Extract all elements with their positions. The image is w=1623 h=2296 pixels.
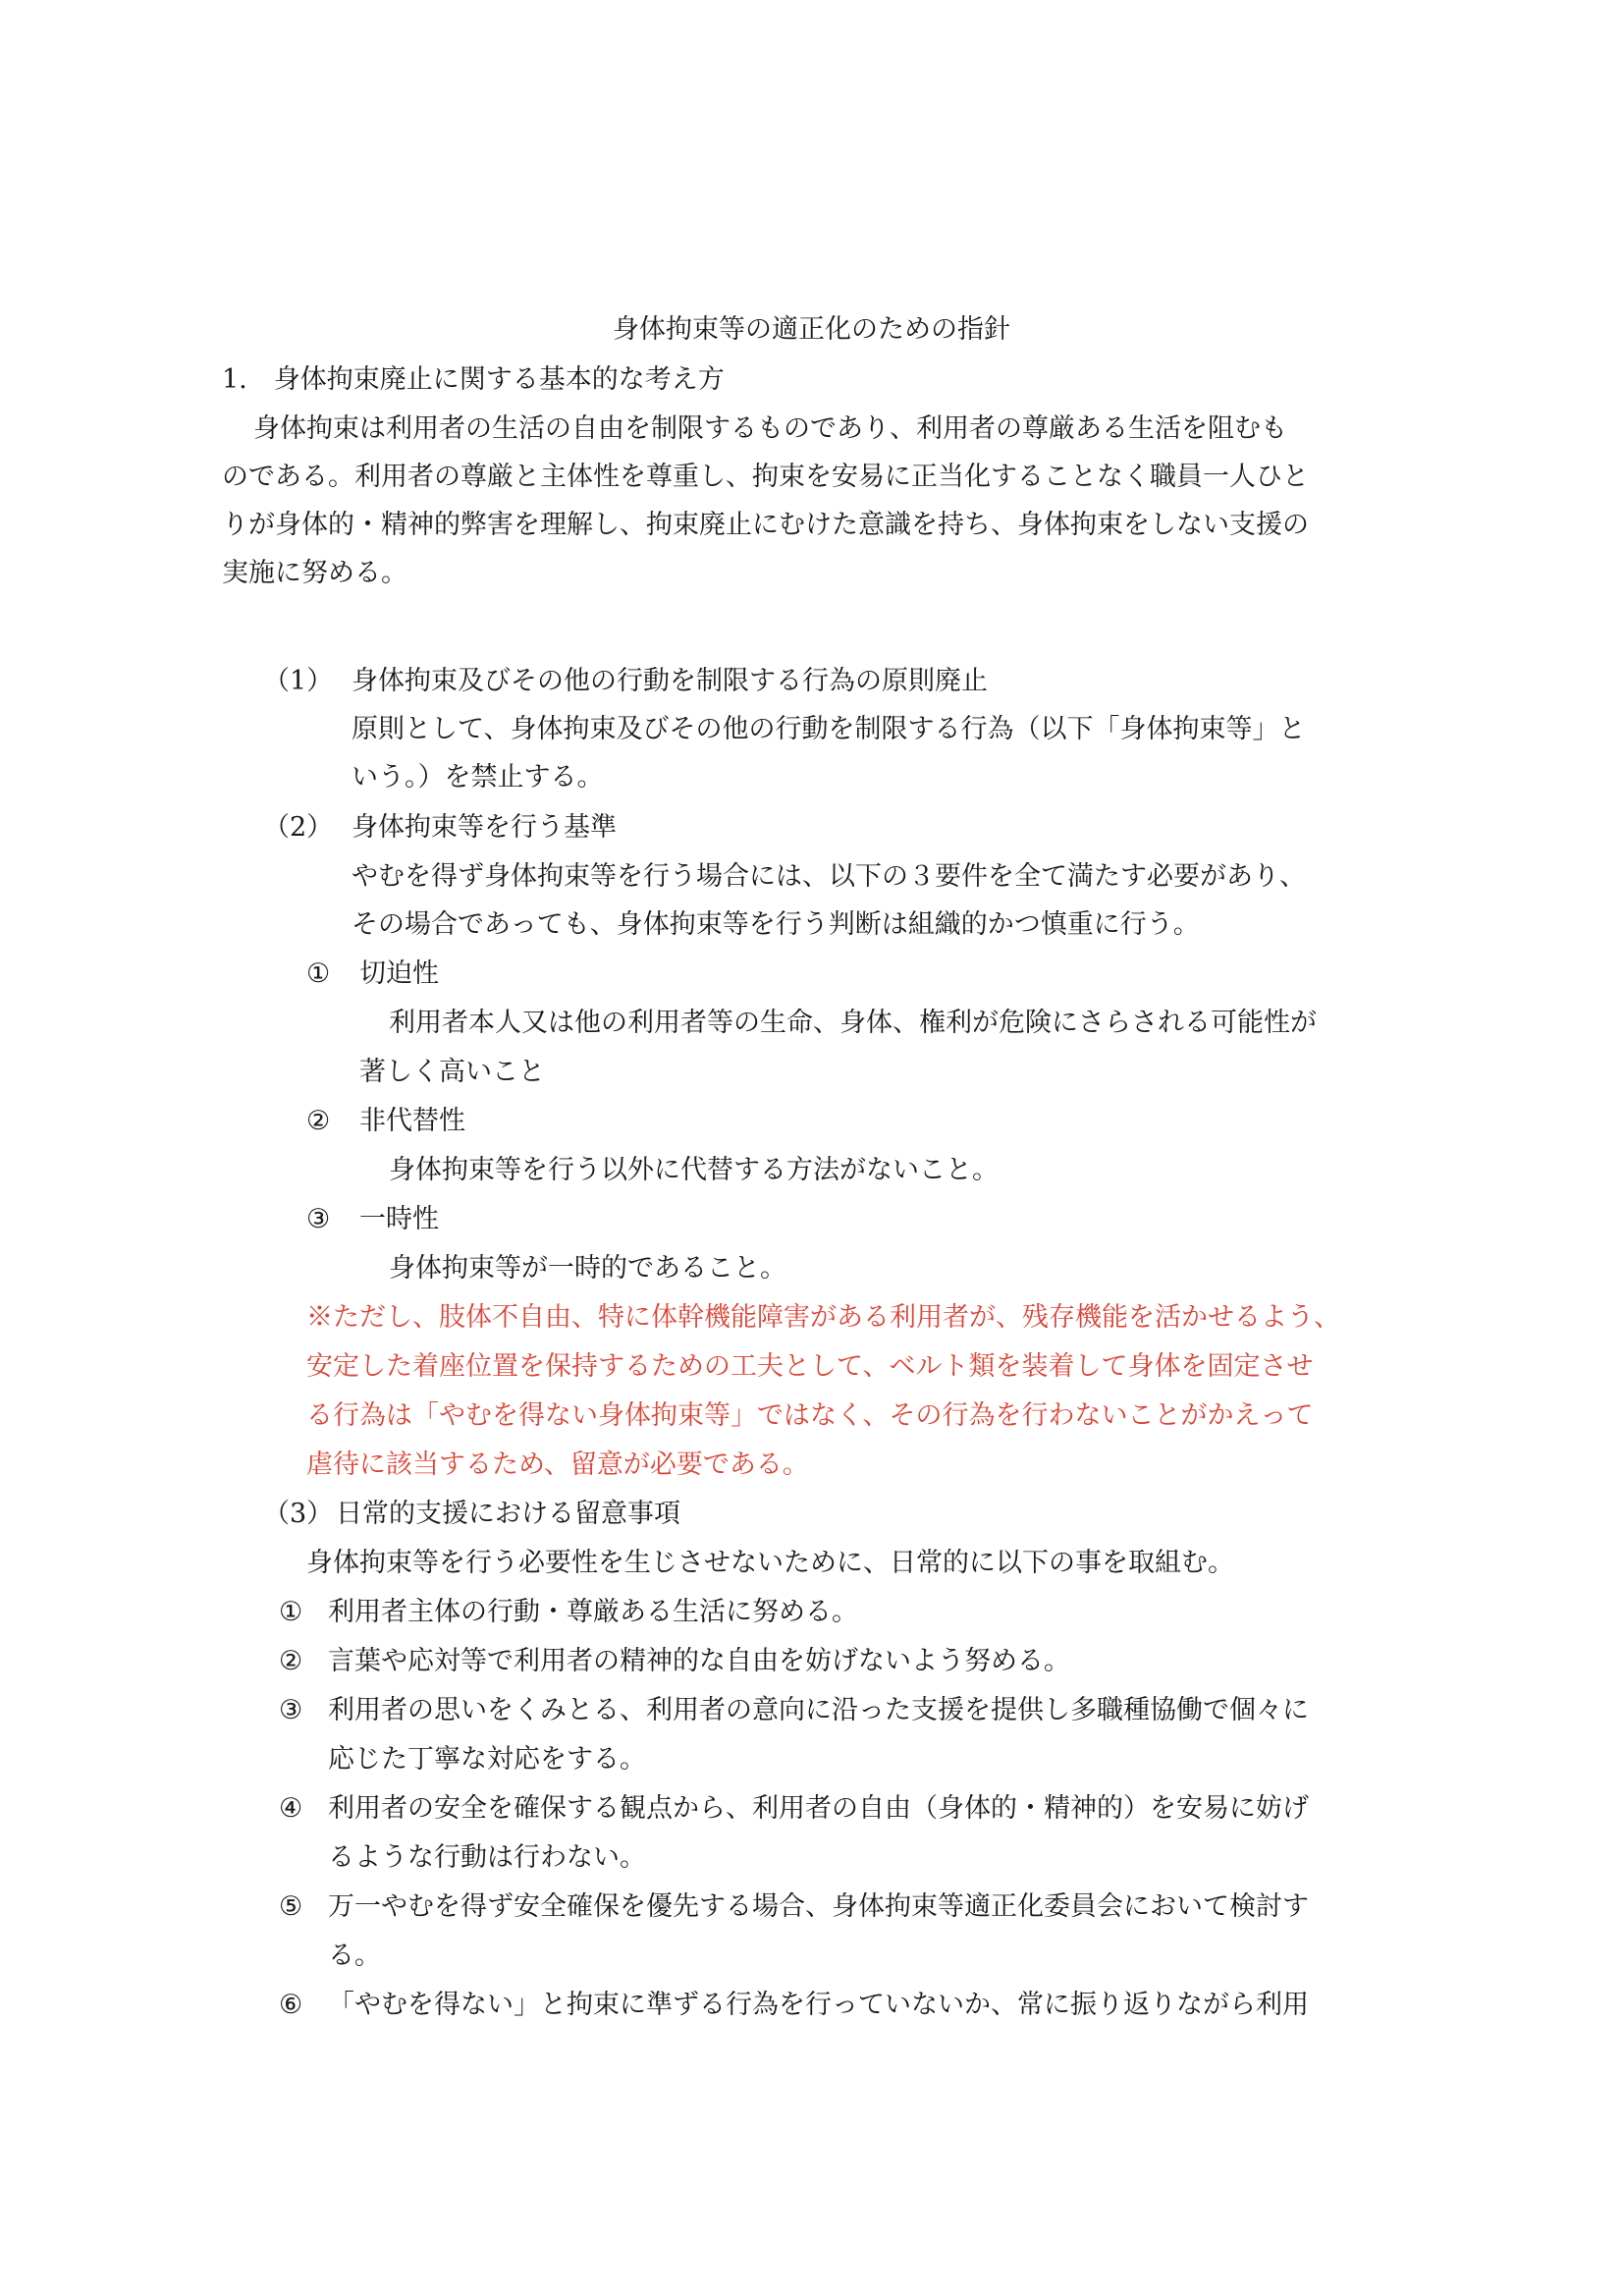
section-1-intro-line-2: のである。利用者の尊厳と主体性を尊重し、拘束を安易に正当化することなく職員一人ひと [222, 462, 1309, 492]
requirement-3-name: 一時性 [359, 1204, 439, 1234]
requirement-2-name: 非代替性 [359, 1106, 465, 1136]
requirement-1-name: 切迫性 [359, 958, 439, 989]
note-line-4: 虐待に該当するため、留意が必要である。 [306, 1449, 809, 1480]
item-1-body-line-1: 原則として、身体拘束及びその他の行動を制限する行為（以下「身体拘束等」と [352, 714, 1306, 744]
point-4-line-2: るような行動は行わない。 [328, 1842, 646, 1873]
point-1-line-1: 利用者主体の行動・尊厳ある生活に努める。 [328, 1597, 858, 1627]
section-1-heading: 1. 身体拘束廃止に関する基本的な考え方 [222, 364, 725, 395]
point-5-line-2: る。 [328, 1941, 381, 1971]
item-1-number: （1） [263, 666, 334, 696]
item-3-number: （3） [263, 1499, 334, 1529]
section-1-intro-line-1: 身体拘束は利用者の生活の自由を制限するものであり、利用者の尊厳ある生活を阻むも [253, 413, 1287, 444]
requirement-2-desc-line-1: 身体拘束等を行う以外に代替する方法がないこと。 [389, 1155, 999, 1185]
point-5-line-1: 万一やむを得ず安全確保を優先する場合、身体拘束等適正化委員会において検討す [328, 1891, 1309, 1922]
requirement-3-number: ③ [306, 1204, 331, 1234]
point-6-number: ⑥ [279, 1990, 303, 2020]
item-2-body-line-1: やむを得ず身体拘束等を行う場合には、以下の３要件を全て満たす必要があり、 [352, 861, 1306, 892]
requirement-1-desc-line-2: 著しく高いこと [359, 1057, 545, 1087]
item-2-number: （2） [263, 812, 334, 843]
note-line-3: る行為は「やむを得ない身体拘束等」ではなく、その行為を行わないことがかえって [306, 1400, 1314, 1431]
point-4-line-1: 利用者の安全を確保する観点から、利用者の自由（身体的・精神的）を安易に妨げ [328, 1793, 1309, 1824]
requirement-1-desc-line-1: 利用者本人又は他の利用者等の生命、身体、権利が危険にさらされる可能性が [389, 1008, 1317, 1038]
document-title: 身体拘束等の適正化のための指針 [613, 314, 1010, 345]
point-3-line-1: 利用者の思いをくみとる、利用者の意向に沿った支援を提供し多職種協働で個々に [328, 1695, 1309, 1725]
section-1-intro-line-3: りが身体的・精神的弊害を理解し、拘束廃止にむけた意識を持ち、身体拘束をしない支援の [222, 510, 1309, 540]
requirement-2-number: ② [306, 1106, 331, 1136]
point-1-number: ① [279, 1597, 303, 1627]
item-3-heading: 日常的支援における留意事項 [336, 1499, 680, 1529]
point-3-line-2: 応じた丁寧な対応をする。 [328, 1744, 646, 1775]
section-1-intro-line-4: 実施に努める。 [222, 558, 407, 588]
requirement-3-desc-line-1: 身体拘束等が一時的であること。 [389, 1253, 786, 1284]
point-6-line-1: 「やむを得ない」と拘束に準ずる行為を行っていないか、常に振り返りながら利用 [328, 1990, 1309, 2020]
point-5-number: ⑤ [279, 1891, 303, 1922]
note-line-1: ※ただし、肢体不自由、特に体幹機能障害がある利用者が、残存機能を活かせるよう、 [306, 1302, 1340, 1333]
point-2-line-1: 言葉や応対等で利用者の精神的な自由を妨げないよう努める。 [328, 1646, 1070, 1676]
point-4-number: ④ [279, 1793, 303, 1824]
point-2-number: ② [279, 1646, 303, 1676]
item-2-body-line-2: その場合であっても、身体拘束等を行う判断は組織的かつ慎重に行う。 [352, 909, 1200, 940]
item-1-body-line-2: いう。）を禁止する。 [352, 762, 604, 793]
item-3-lead: 身体拘束等を行う必要性を生じさせないために、日常的に以下の事を取組む。 [306, 1548, 1234, 1578]
point-3-number: ③ [279, 1695, 303, 1725]
requirement-1-number: ① [306, 958, 331, 989]
item-1-heading: 身体拘束及びその他の行動を制限する行為の原則廃止 [352, 666, 988, 696]
item-2-heading: 身体拘束等を行う基準 [352, 812, 617, 843]
note-line-2: 安定した着座位置を保持するための工夫として、ベルト類を装着して身体を固定させ [306, 1351, 1314, 1382]
